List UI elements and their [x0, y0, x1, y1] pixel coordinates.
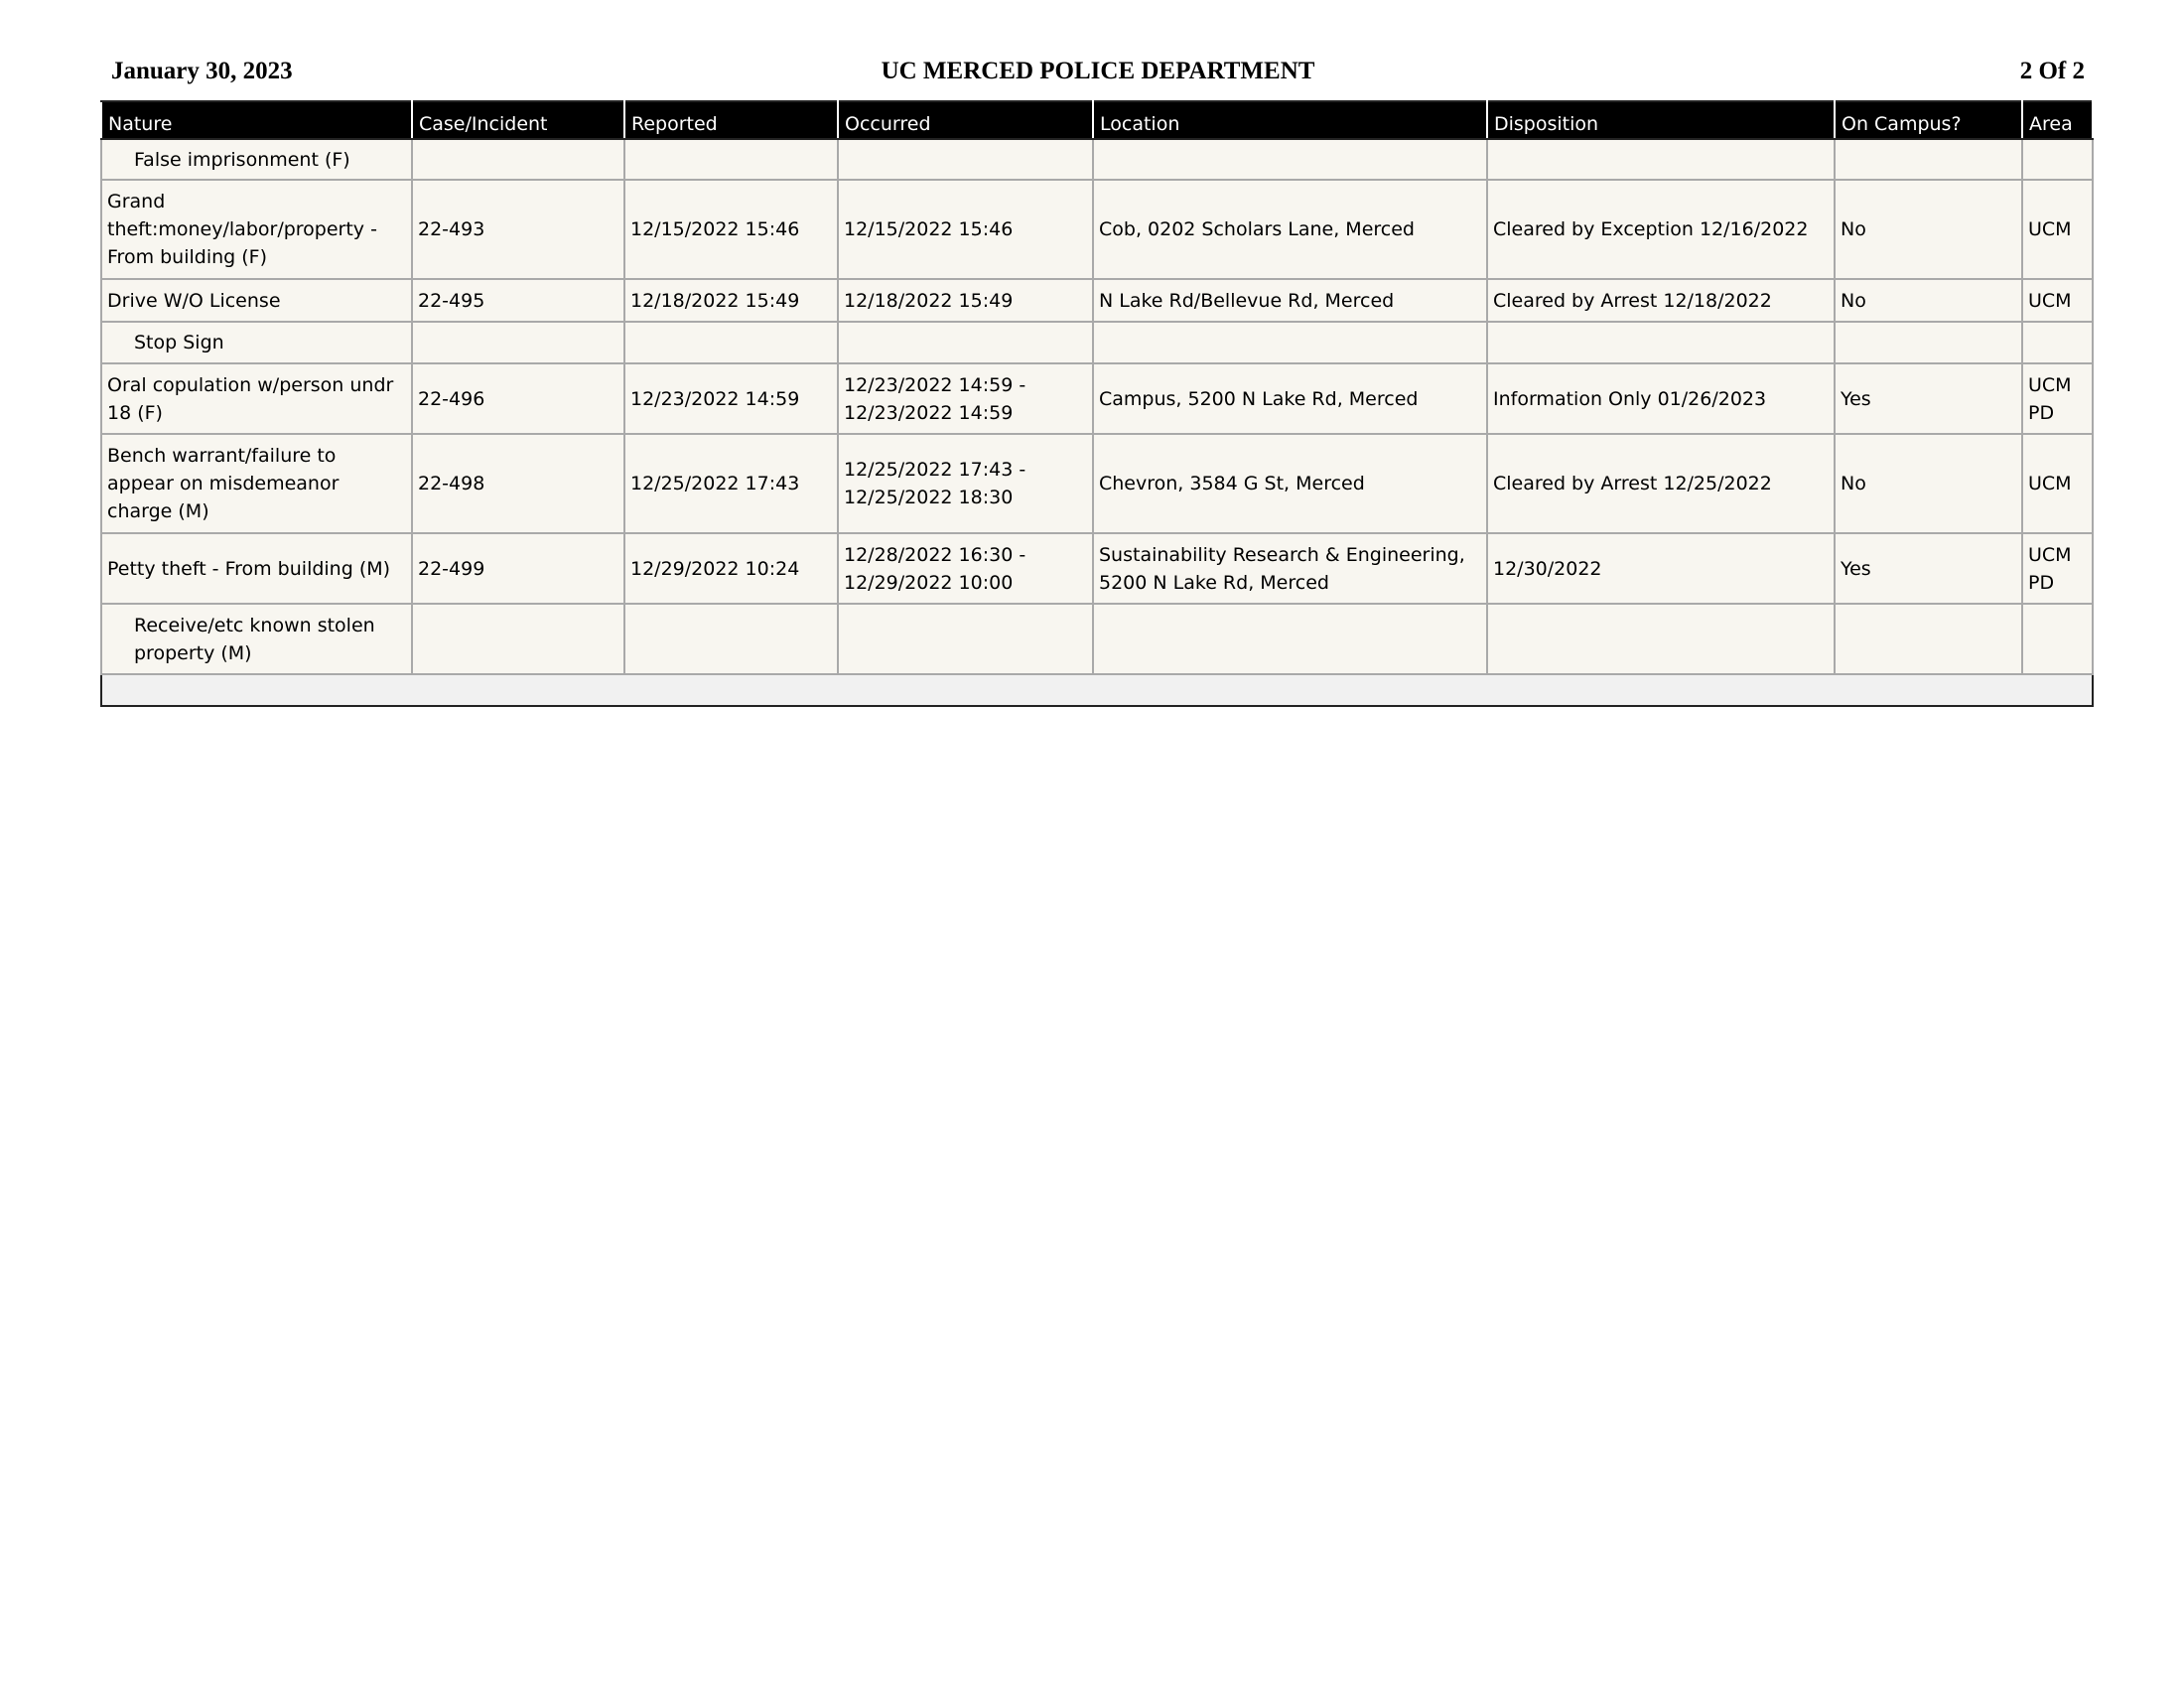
cell-nature: Grand theft:money/labor/property - From building (F) — [101, 180, 412, 279]
cell-case — [412, 139, 624, 180]
table-row — [101, 533, 2093, 604]
cell-area — [2022, 604, 2093, 674]
cell-nature: Drive W/O License — [101, 279, 412, 322]
cell-case — [412, 604, 624, 674]
cell-nature: False imprisonment (F) — [101, 139, 412, 180]
column-header-occurred: Occurred — [838, 101, 1093, 139]
cell-location: Chevron, 3584 G St, Merced — [1093, 434, 1487, 533]
cell-case — [412, 322, 624, 363]
cell-occurred: 12/15/2022 15:46 — [838, 180, 1093, 279]
cell-on-campus: No — [1835, 180, 2022, 279]
column-header-case-incident: Case/Incident — [412, 101, 624, 139]
cell-location — [1093, 322, 1487, 363]
cell-nature: Receive/etc known stolen property (M) — [101, 604, 412, 674]
cell-area: UCM PD — [2022, 533, 2093, 604]
cell-occurred — [838, 322, 1093, 363]
crime-log-table — [100, 100, 2094, 707]
table-footer-cell — [101, 674, 2093, 706]
cell-occurred — [838, 604, 1093, 674]
cell-occurred: 12/25/2022 17:43 - 12/25/2022 18:30 — [838, 434, 1093, 533]
cell-reported: 12/15/2022 15:46 — [624, 180, 838, 279]
table-row — [101, 604, 2093, 674]
cell-nature: Stop Sign — [101, 322, 412, 363]
report-title: UC MERCED POLICE DEPARTMENT — [881, 58, 1315, 84]
cell-reported: 12/18/2022 15:49 — [624, 279, 838, 322]
cell-reported: 12/25/2022 17:43 — [624, 434, 838, 533]
page-number: 2 Of 2 — [2019, 58, 2085, 84]
cell-nature: Oral copulation w/person undr 18 (F) — [101, 363, 412, 434]
cell-on-campus — [1835, 604, 2022, 674]
column-header-nature: Nature — [101, 101, 412, 139]
cell-area — [2022, 322, 2093, 363]
cell-reported: 12/23/2022 14:59 — [624, 363, 838, 434]
cell-location: Campus, 5200 N Lake Rd, Merced — [1093, 363, 1487, 434]
column-header-disposition: Disposition — [1487, 101, 1835, 139]
cell-case: 22-496 — [412, 363, 624, 434]
table-header-row — [101, 101, 2093, 139]
cell-disposition — [1487, 139, 1835, 180]
cell-location — [1093, 139, 1487, 180]
cell-on-campus: No — [1835, 279, 2022, 322]
column-header-on-campus: On Campus? — [1835, 101, 2022, 139]
cell-disposition: Cleared by Exception 12/16/2022 — [1487, 180, 1835, 279]
report-date: January 30, 2023 — [111, 58, 293, 84]
page-header — [111, 58, 2085, 93]
cell-area: UCM — [2022, 434, 2093, 533]
cell-location: N Lake Rd/Bellevue Rd, Merced — [1093, 279, 1487, 322]
cell-nature: Bench warrant/failure to appear on misdemeanor charge (M) — [101, 434, 412, 533]
table-row — [101, 322, 2093, 363]
cell-on-campus: Yes — [1835, 363, 2022, 434]
cell-reported: 12/29/2022 10:24 — [624, 533, 838, 604]
cell-disposition — [1487, 322, 1835, 363]
table-row — [101, 363, 2093, 434]
cell-location: Sustainability Research & Engineering, 5200 N Lake Rd, Merced — [1093, 533, 1487, 604]
cell-occurred — [838, 139, 1093, 180]
table-row — [101, 180, 2093, 279]
cell-case: 22-495 — [412, 279, 624, 322]
cell-on-campus — [1835, 139, 2022, 180]
table-row — [101, 279, 2093, 322]
cell-occurred: 12/28/2022 16:30 - 12/29/2022 10:00 — [838, 533, 1093, 604]
cell-on-campus: No — [1835, 434, 2022, 533]
cell-occurred: 12/18/2022 15:49 — [838, 279, 1093, 322]
table-footer-row — [101, 674, 2093, 706]
cell-area: UCM PD — [2022, 363, 2093, 434]
table-row — [101, 139, 2093, 180]
cell-location — [1093, 604, 1487, 674]
column-header-reported: Reported — [624, 101, 838, 139]
cell-disposition: Cleared by Arrest 12/18/2022 — [1487, 279, 1835, 322]
column-header-area: Area — [2022, 101, 2093, 139]
cell-disposition — [1487, 604, 1835, 674]
cell-area: UCM — [2022, 180, 2093, 279]
cell-on-campus: Yes — [1835, 533, 2022, 604]
cell-case: 22-499 — [412, 533, 624, 604]
column-header-location: Location — [1093, 101, 1487, 139]
cell-case: 22-493 — [412, 180, 624, 279]
cell-reported — [624, 322, 838, 363]
cell-nature: Petty theft - From building (M) — [101, 533, 412, 604]
cell-disposition: Cleared by Arrest 12/25/2022 — [1487, 434, 1835, 533]
cell-disposition: Information Only 01/26/2023 — [1487, 363, 1835, 434]
cell-location: Cob, 0202 Scholars Lane, Merced — [1093, 180, 1487, 279]
cell-occurred: 12/23/2022 14:59 - 12/23/2022 14:59 — [838, 363, 1093, 434]
cell-reported — [624, 604, 838, 674]
cell-area: UCM — [2022, 279, 2093, 322]
cell-reported — [624, 139, 838, 180]
table-row — [101, 434, 2093, 533]
cell-disposition: 12/30/2022 — [1487, 533, 1835, 604]
cell-case: 22-498 — [412, 434, 624, 533]
cell-on-campus — [1835, 322, 2022, 363]
cell-area — [2022, 139, 2093, 180]
